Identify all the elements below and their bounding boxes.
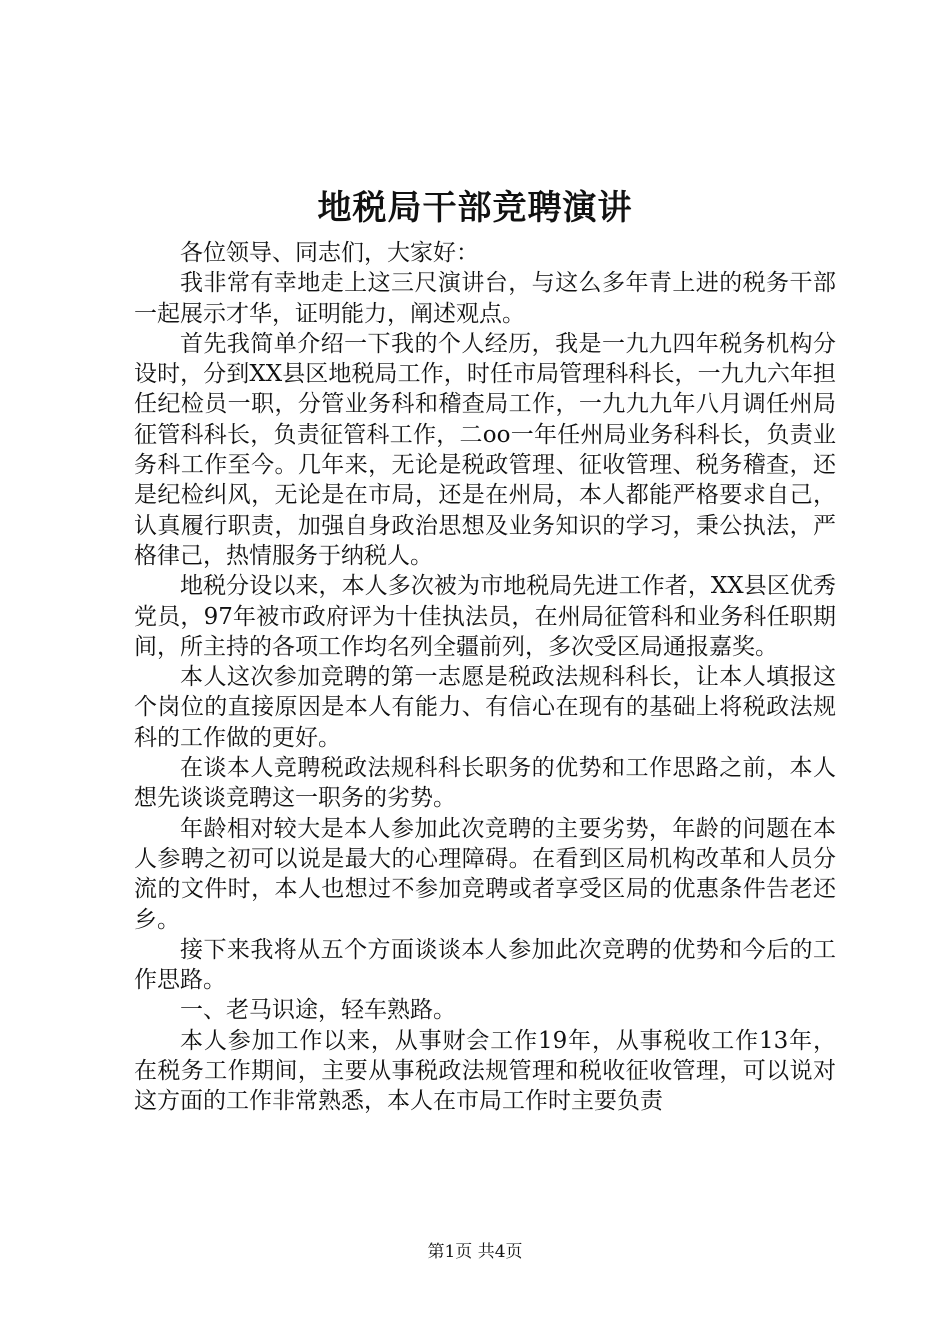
document-title: 地税局干部竞聘演讲 [317, 188, 633, 228]
paragraph: 首先我简单介绍一下我的个人经历，我是一九九四年税务机构分设时，分到XX县区地税局工作，时任市局管理科科长，一九九六年担任纪检员一职，分管业务科和稽查局工作，一九九九年八月调任州局征管科科长，负责征管科工作，二oo一年任州局业务科科长，负责业务科工作至今。几年来，无论是税政管理、征收管理、税务稽查，还是纪检纠风，无论是在市局，还是在州局，本人都能严格要求自己，认真履行职责，加强自身政治思想及业务知识的学习，秉公执法，严格律己，热情服务于纳税人。 [134, 330, 836, 569]
paragraph-greeting: 各位领导、同志们，大家好： [180, 240, 479, 266]
page-number-footer: 第1页 共4页 [427, 1242, 523, 1262]
section-heading: 一、老马识途，轻车熟路。 [180, 997, 456, 1024]
paragraph: 年龄相对较大是本人参加此次竞聘的主要劣势，年龄的问题在本人参聘之初可以说是最大的心理障碍。在看到区局机构改革和人员分流的文件时，本人也想过不参加竞聘或者享受区局的优惠条件告老还乡。 [134, 815, 836, 933]
paragraph: 在谈本人竞聘税政法规科科长职务的优势和工作思路之前，本人想先谈谈竞聘这一职务的劣势。 [134, 755, 836, 812]
paragraph: 地税分设以来，本人多次被为市地税局先进工作者，XX县区优秀党员，97年被市政府评为十佳执法员，在州局征管科和业务科任职期间，所主持的各项工作均名列全疆前列，多次受区局通报嘉奖。 [134, 573, 836, 660]
paragraph: 我非常有幸地走上这三尺演讲台，与这么多年青上进的税务干部一起展示才华，证明能力，阐述观点。 [134, 270, 836, 327]
document-body [134, 238, 836, 1117]
paragraph: 本人这次参加竞聘的第一志愿是税政法规科科长，让本人填报这个岗位的直接原因是本人有能力、有信心在现有的基础上将税政法规科的工作做的更好。 [134, 664, 836, 751]
paragraph: 接下来我将从五个方面谈谈本人参加此次竞聘的优势和今后的工作思路。 [134, 936, 836, 994]
paragraph: 本人参加工作以来，从事财会工作19年，从事税收工作13年，在税务工作期间，主要从事税政法规管理和税收征收管理，可以说对这方面的工作非常熟悉，本人在市局工作时主要负责 [134, 1027, 836, 1115]
